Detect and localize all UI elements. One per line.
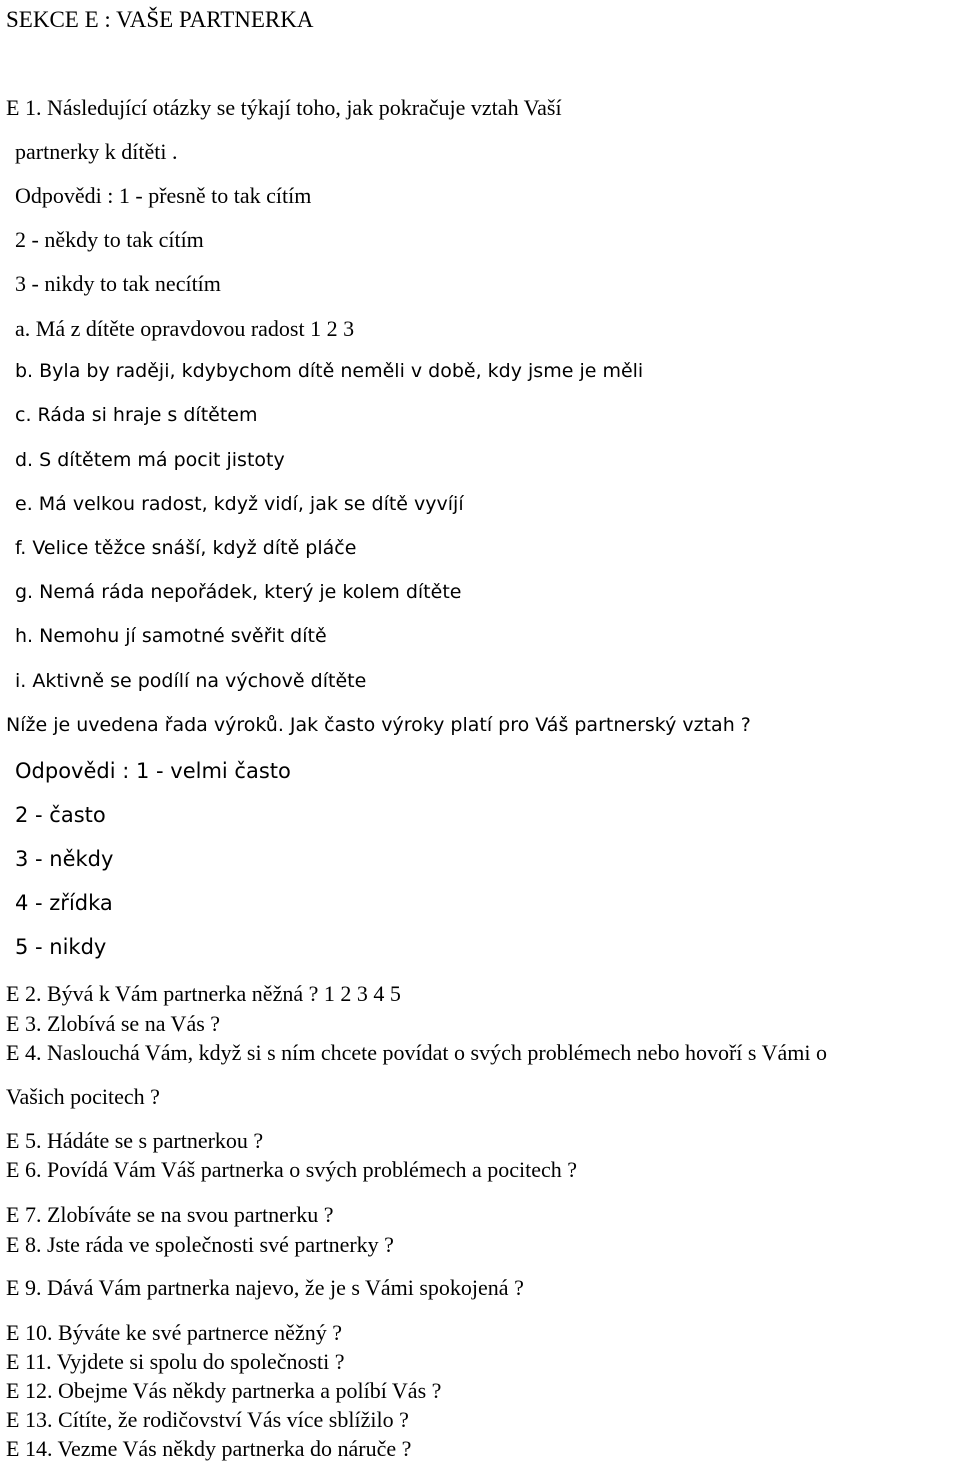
question-e4-line1: E 4. Naslouchá Vám, když si s ním chcete povídat o svých problémech nebo hovoří s Vámi o <box>6 1040 827 1065</box>
scale2-option-2: 2 - často <box>15 803 106 827</box>
e1-question-line1: E 1. Následující otázky se týkají toho, jak pokračuje vztah Vaší <box>6 95 562 120</box>
e1-item-b: b. Byla by raději, kdybychom dítě neměli v době, kdy jsme je měli <box>15 360 644 382</box>
question-e4-line2: Vašich pocitech ? <box>6 1084 160 1109</box>
statements-intro: Níže je uvedena řada výroků. Jak často výroky platí pro Váš partnerský vztah ? <box>6 714 751 736</box>
e1-item-h: h. Nemohu jí samotné svěřit dítě <box>15 625 327 647</box>
question-e8: E 8. Jste ráda ve společnosti své partnerky ? <box>6 1232 394 1257</box>
e1-item-f: f. Velice těžce snáší, když dítě pláče <box>15 537 357 559</box>
question-e13: E 13. Cítíte, že rodičovství Vás více sblížilo ? <box>6 1407 409 1432</box>
e1-question-line2: partnerky k dítěti . <box>15 139 178 164</box>
e1-item-e: e. Má velkou radost, když vidí, jak se dítě vyvíjí <box>15 493 464 515</box>
scale2-option-3: 3 - někdy <box>15 847 114 871</box>
scale2-option-5: 5 - nikdy <box>15 935 107 959</box>
section-title: SEKCE E : VAŠE PARTNERKA <box>6 7 314 32</box>
e1-item-d: d. S dítětem má pocit jistoty <box>15 449 285 471</box>
e1-scale-option-2: 2 - někdy to tak cítím <box>15 227 204 252</box>
e1-item-a: a. Má z dítěte opravdovou radost 1 2 3 <box>15 316 355 341</box>
scale2-option-4: 4 - zřídka <box>15 891 113 915</box>
question-e14: E 14. Vezme Vás někdy partnerka do náruče ? <box>6 1436 412 1461</box>
question-e3: E 3. Zlobívá se na Vás ? <box>6 1011 221 1036</box>
scale2-title: Odpovědi : 1 - velmi často <box>15 759 291 783</box>
question-e7: E 7. Zlobíváte se na svou partnerku ? <box>6 1202 334 1227</box>
e1-item-i: i. Aktivně se podílí na výchově dítěte <box>15 670 367 692</box>
e1-item-g: g. Nemá ráda nepořádek, který je kolem dítěte <box>15 581 462 603</box>
question-e10: E 10. Býváte ke své partnerce něžný ? <box>6 1320 342 1345</box>
question-e9: E 9. Dává Vám partnerka najevo, že je s Vámi spokojená ? <box>6 1275 524 1300</box>
question-e6: E 6. Povídá Vám Váš partnerka o svých problémech a pocitech ? <box>6 1157 578 1182</box>
question-e11: E 11. Vyjdete si spolu do společnosti ? <box>6 1349 345 1374</box>
e1-item-c: c. Ráda si hraje s dítětem <box>15 404 258 426</box>
e1-scale-title: Odpovědi : 1 - přesně to tak cítím <box>15 183 312 208</box>
question-e5: E 5. Hádáte se s partnerkou ? <box>6 1128 264 1153</box>
question-e12: E 12. Obejme Vás někdy partnerka a políbí Vás ? <box>6 1378 442 1403</box>
e1-scale-option-3: 3 - nikdy to tak necítím <box>15 271 221 296</box>
question-e2: E 2. Bývá k Vám partnerka něžná ? 1 2 3 4 5 <box>6 981 401 1006</box>
